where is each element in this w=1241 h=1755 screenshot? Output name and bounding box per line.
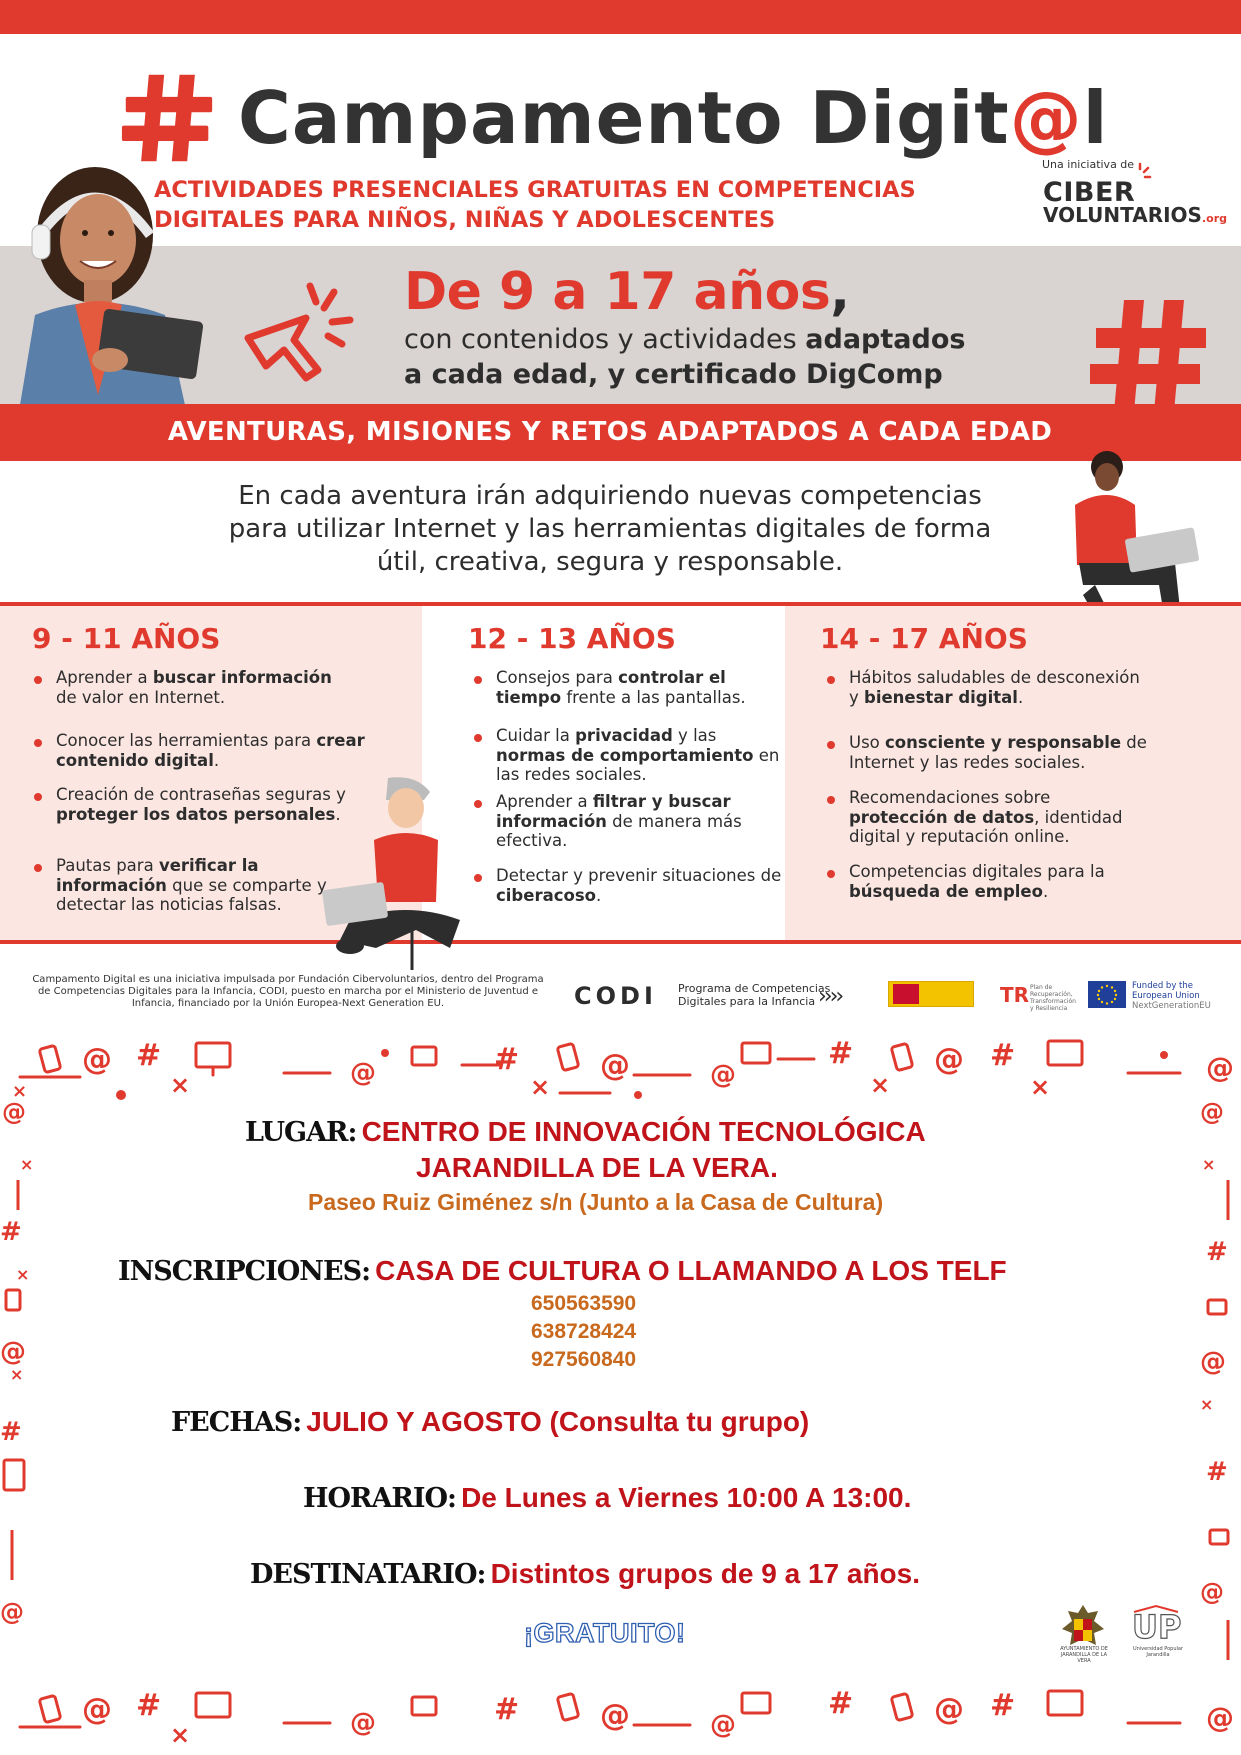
column-3-item: Competencias digitales para la búsqueda de empleo. [849,862,1149,901]
logo-suffix: .org [1201,212,1228,225]
column-heading-14-17: 14 - 17 AÑOS [820,622,1028,655]
svg-text:@: @ [1206,1701,1234,1734]
svg-text:@: @ [0,1598,24,1626]
svg-text:×: × [170,1071,191,1099]
subtitle [154,175,974,235]
lugar-address: Paseo Ruiz Giménez s/n (Junto a la Casa de Cultura) [308,1189,884,1215]
arrows-icon: ›››› [818,984,842,1009]
svg-text:#: # [136,1688,162,1723]
hashtag-logo-icon [120,70,216,166]
inscripciones-line [118,1255,1007,1287]
svg-text:#: # [494,1692,520,1727]
decorative-border-top [0,1035,1241,1105]
destinatario-label: DESTINATARIO: [250,1559,486,1590]
svg-text:×: × [16,1265,30,1284]
svg-text:#: # [990,1038,1016,1073]
fechas-line [171,1406,809,1438]
svg-text:@: @ [710,1060,736,1090]
logo-line-2: VOLUNTARIOS [1043,203,1202,227]
svg-text:#: # [828,1036,854,1071]
lugar-line-2 [416,1152,778,1184]
age-range-heading: De 9 a 17 años, [404,262,850,322]
phone-number: 650563590 [531,1292,637,1315]
svg-text:×: × [870,1071,891,1099]
top-red-bar [0,0,1241,34]
column-heading-12-13: 12 - 13 AÑOS [468,622,676,655]
lugar-label: LUGAR: [245,1117,357,1148]
age-range-description: con contenidos y actividades adaptados a cada edad, y certificado DigComp [404,324,966,390]
eu-flag-icon [1088,981,1126,1008]
column-2-item: Consejos para controlar el tiempo frente a las pantallas. [496,668,786,707]
subtitle-line-2: DIGITALES PARA NIÑOS, NIÑAS Y ADOLESCENTES [154,207,776,233]
svg-text:UP: UP [1132,1608,1182,1646]
svg-text:@: @ [600,1048,630,1083]
svg-text:@: @ [350,1708,376,1738]
svg-text:@: @ [1200,1578,1224,1606]
svg-text:×: × [1202,1155,1216,1174]
hashtag-icon [1088,300,1208,412]
logo-line-1: CIBER [1043,177,1136,208]
free-badge: ¡GRATUITO! [524,1618,686,1648]
svg-text:@: @ [2,1098,26,1126]
codi-desc-line-1: Programa de Competencias [678,982,831,995]
decorative-border-bottom [0,1685,1241,1755]
svg-text:#: # [136,1038,162,1073]
eu-line-1: Funded by the [1132,981,1193,991]
column-1-item: Creación de contraseñas seguras y proteger los datos personales. [56,785,346,824]
horario-line [303,1482,911,1514]
svg-text:#: # [494,1042,520,1077]
horario-label: HORARIO: [303,1483,456,1514]
svg-text:#: # [0,1217,22,1247]
column-3-item: Hábitos saludables de desconexión y bienestar digital. [849,668,1149,707]
subtitle-line-1: ACTIVIDADES PRESENCIALES GRATUITAS EN COMPETENCIAS [154,177,916,203]
town-label: AYUNTAMIENTO DE JARANDILLA DE LA VERA [1060,1646,1108,1664]
fechas-label: FECHAS: [171,1407,302,1438]
boy-with-laptop-illustration [320,770,460,970]
inscripciones-value: CASA DE CULTURA O LLAMANDO A LOS TELF [375,1255,1007,1286]
recovery-plan-text: Plan de Recuperación, Transformación y Resiliencia [1030,984,1076,1012]
column-1-item: Conocer las herramientas para crear contenido digital. [56,731,366,770]
eu-line-2: European Union [1132,991,1200,1001]
svg-text:@: @ [1200,1347,1226,1377]
svg-text:#: # [828,1686,854,1721]
eu-funding-text [1132,981,1211,1011]
svg-text:@: @ [0,1337,26,1367]
phone-number: 638728424 [531,1320,637,1343]
destinatario-value: Distintos grupos de 9 a 17 años. [490,1558,921,1589]
spain-government-logo [888,981,974,1007]
lugar-line [245,1116,926,1148]
svg-text:@: @ [1206,1051,1234,1084]
svg-text:@: @ [350,1058,376,1088]
column-3-item: Uso consciente y responsable de Internet y las redes sociales. [849,733,1149,772]
intro-line-1: En cada aventura irán adquiriendo nuevas competencias [238,481,982,511]
horario-value: De Lunes a Viernes 10:00 A 13:00. [461,1482,912,1513]
column-1-item: Pautas para verificar la información que se comparte y detectar las noticias falsas. [56,856,336,915]
lugar-value: CENTRO DE INNOVACIÓN TECNOLÓGICA [361,1116,926,1147]
page-title [120,68,1120,168]
universidad-popular-logo-icon [1128,1602,1184,1648]
codi-desc-line-2: Digitales para la Infancia [678,995,816,1008]
svg-text:@: @ [82,1692,112,1727]
svg-text:×: × [20,1155,34,1174]
coat-of-arms-icon [893,984,919,1004]
column-3-item: Recomendaciones sobre protección de datos, identidad digital y reputación online. [849,788,1149,847]
decorative-border-left [0,1080,40,1680]
codi-description [678,982,830,1008]
column-2-item: Aprender a filtrar y buscar información de manera más efectiva. [496,792,756,851]
svg-text:×: × [12,1081,28,1102]
lugar-value-2: JARANDILLA DE LA VERA. [416,1152,778,1183]
sponsor-note: Campamento Digital es una iniciativa impulsada por Fundación Cibervoluntarios, dentro del Programa de Competencias Digitales para la Infancia, CODI, puesto en marcha por el Ministerio de Juventud e Infancia, financiado por la Unión Europea-Next Generation EU. [32,974,544,1009]
fechas-value: JULIO Y AGOSTO (Consulta tu grupo) [306,1406,810,1437]
svg-text:#: # [1206,1457,1228,1487]
cibervoluntarios-logo [1043,177,1228,230]
column-heading-9-11: 9 - 11 AÑOS [32,622,221,655]
svg-text:@: @ [1200,1098,1224,1126]
svg-text:@: @ [934,1692,964,1727]
svg-text:@: @ [710,1710,736,1740]
intro-line-2: para utilizar Internet y las herramientas digitales de forma [228,514,992,544]
up-label: Universidad Popular Jarandilla [1132,1646,1184,1658]
svg-text:×: × [170,1721,191,1749]
svg-text:#: # [990,1688,1016,1723]
svg-text:@: @ [600,1698,630,1733]
click-cursor-icon [238,278,363,388]
svg-text:×: × [1030,1073,1051,1101]
column-1-item: Aprender a buscar información de valor en Internet. [56,668,356,707]
recovery-plan-logo: TR [1000,983,1030,1007]
svg-text:×: × [530,1073,551,1101]
inscripciones-label: INSCRIPCIONES: [118,1256,371,1287]
intro-line-3: útil, creativa, segura y responsable. [376,547,844,577]
phone-number: 927560840 [531,1348,637,1371]
decorative-border-right [1200,1080,1241,1680]
adventures-strip-text: AVENTURAS, MISIONES Y RETOS ADAPTADOS A CADA EDAD [167,417,1053,447]
column-2-item: Detectar y prevenir situaciones de ciberacoso. [496,866,786,905]
intro-text [130,480,1090,579]
svg-text:@: @ [934,1042,964,1077]
title-text: Campamento Digit@l [238,76,1109,160]
column-2-item: Cuidar la privacidad y las normas de comportamiento en las redes sociales. [496,726,786,785]
eu-line-3: NextGenerationEU [1132,1001,1211,1011]
svg-text:×: × [10,1365,24,1384]
girl-with-tablet-illustration [0,165,205,405]
initiative-label: Una iniciativa de [1042,158,1135,171]
svg-text:×: × [1200,1395,1214,1414]
svg-text:#: # [0,1417,22,1447]
svg-text:#: # [1206,1237,1228,1267]
svg-text:@: @ [82,1042,112,1077]
codi-logo: CODI [574,982,657,1010]
destinatario-line [250,1558,920,1590]
